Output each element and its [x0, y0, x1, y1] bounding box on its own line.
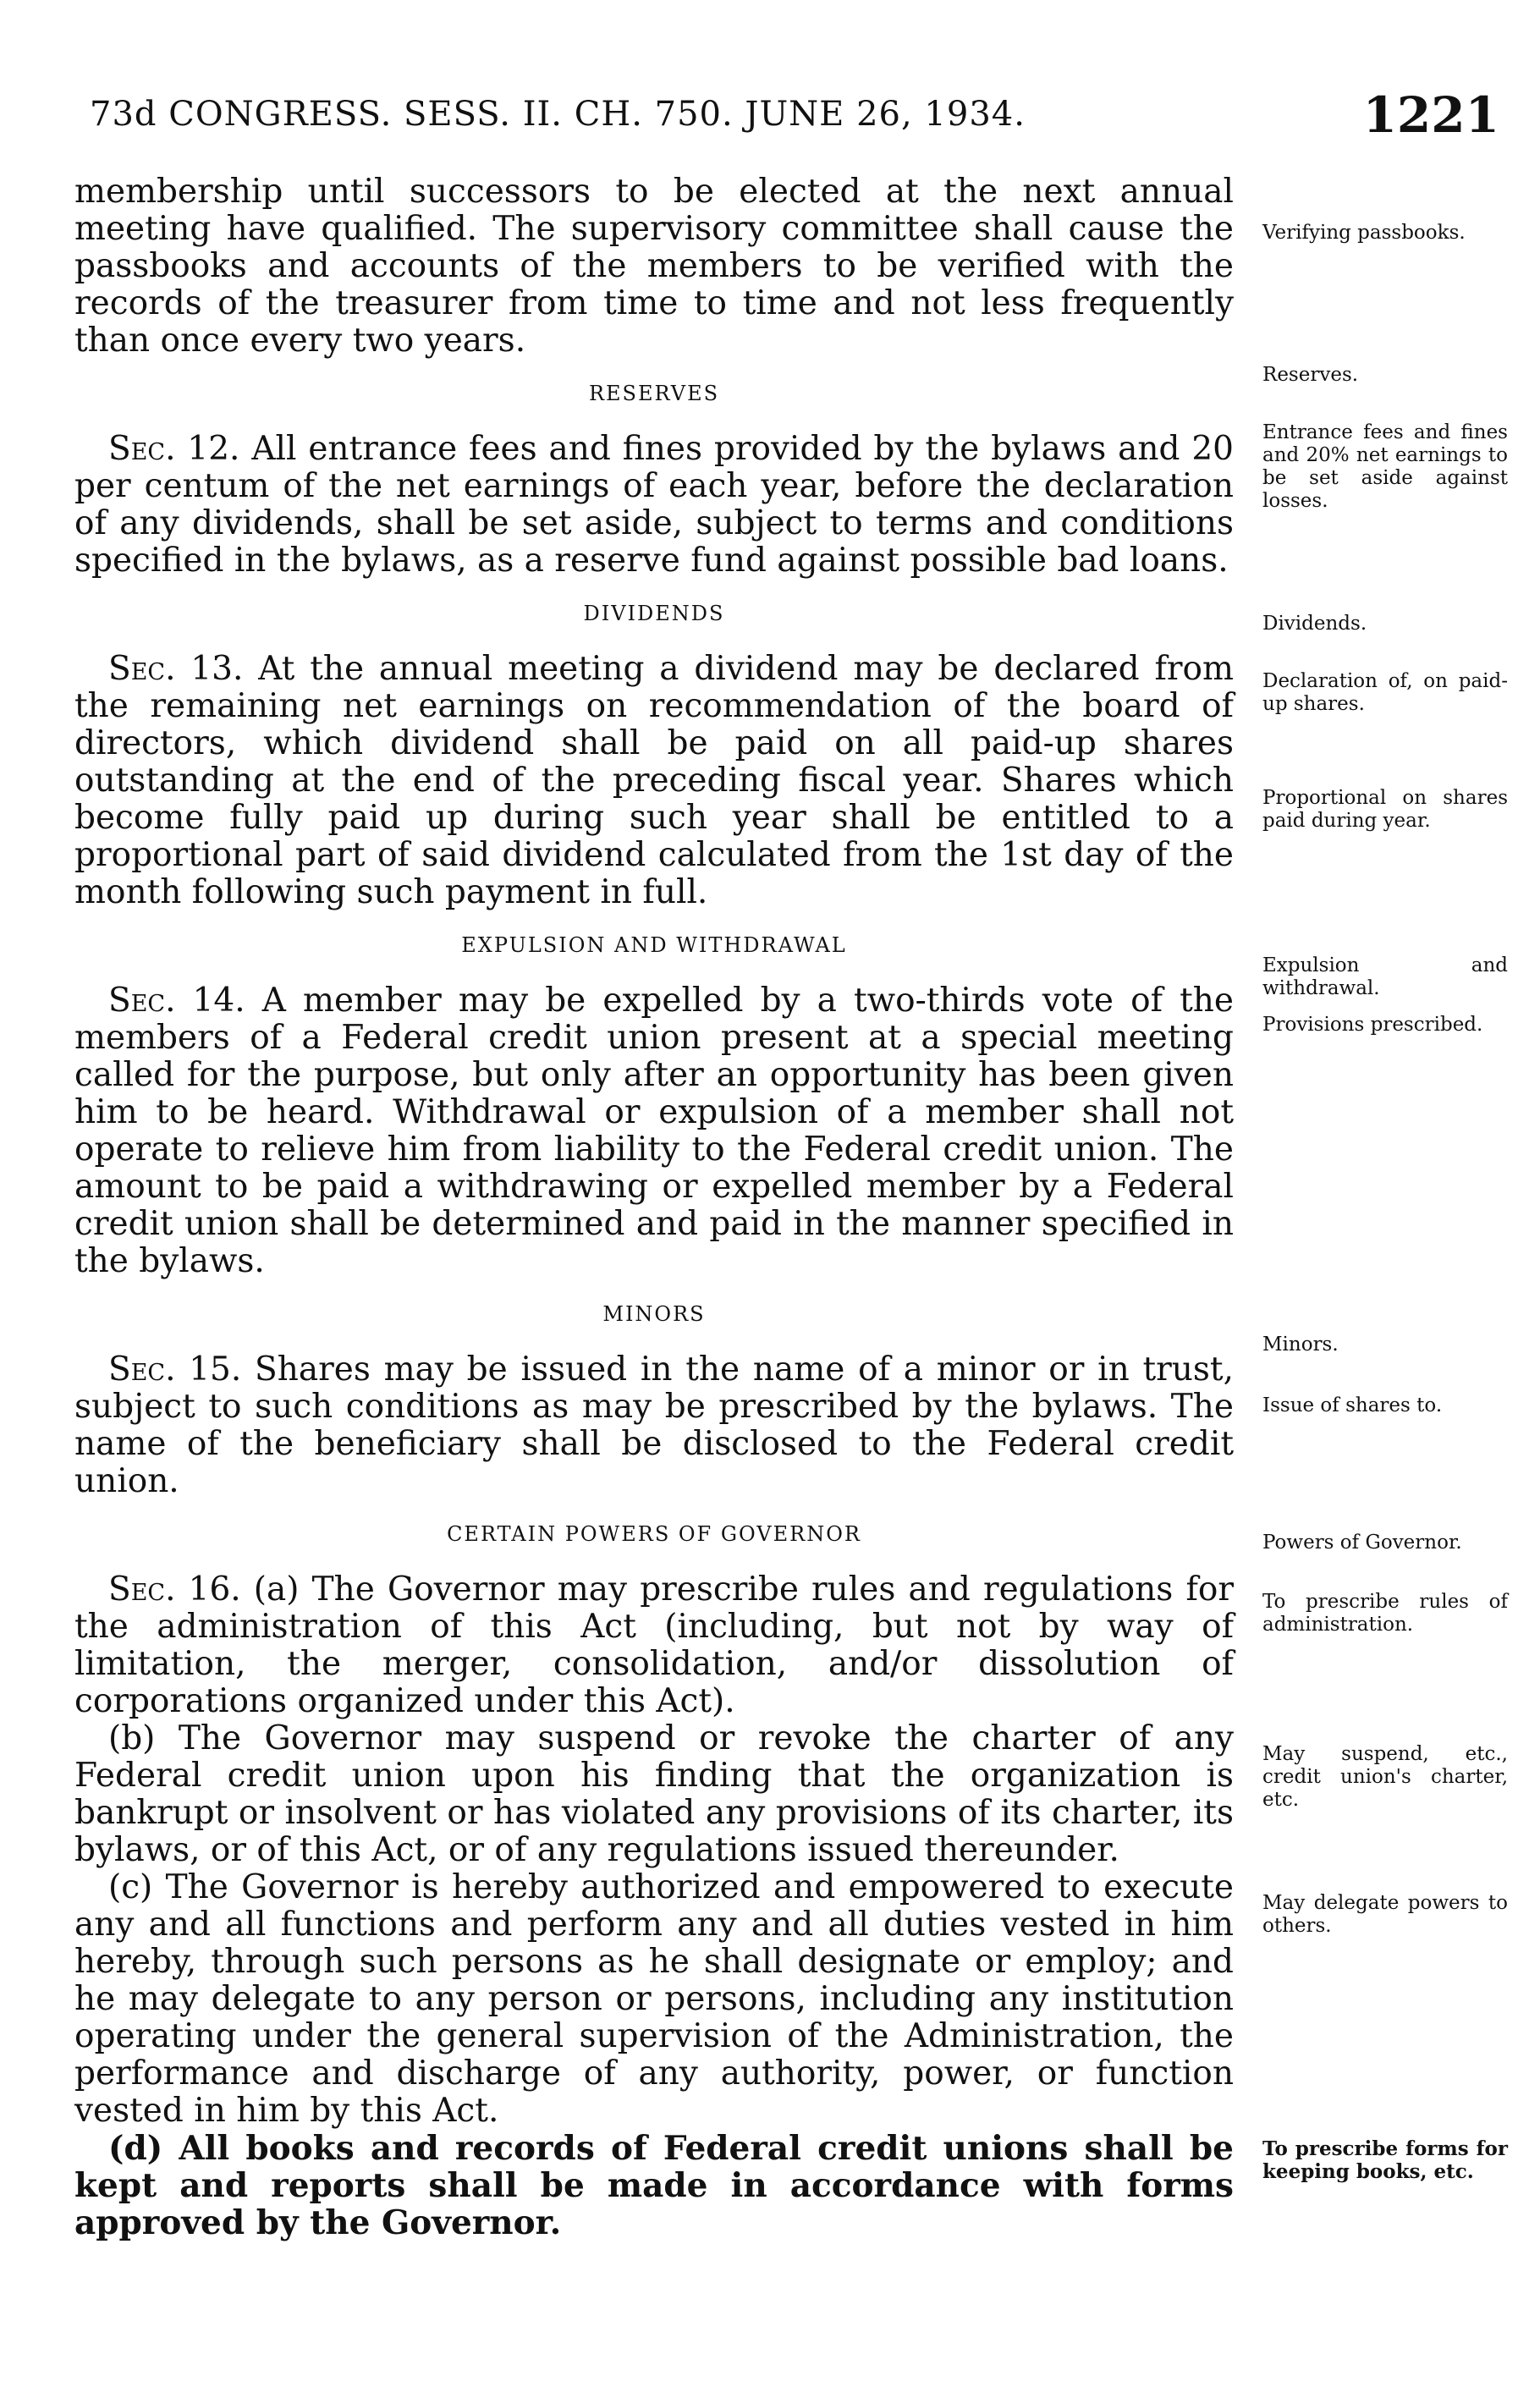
section-heading-reserves: RESERVES	[588, 382, 720, 405]
margin-note-proportional: Proportional on shares paid during year.	[1262, 787, 1508, 832]
margin-note-reserves: Reserves.	[1262, 364, 1359, 386]
margin-note-suspend: May suspend, etc., credit union's charter, etc.	[1262, 1743, 1508, 1811]
continuation-paragraph: membership until successors to be elected at the next annual meeting have qualified. The supervisory committee shall cause the passbooks and accounts of the members to be verified with the records of the treasurer from time to time and not less frequently than once every two years.	[74, 173, 1234, 360]
section-label: Sec. 14.	[108, 982, 245, 1020]
margin-note-forms: To prescribe forms for keeping books, etc.	[1262, 2137, 1508, 2183]
margin-note-dividends: Dividends.	[1262, 613, 1367, 635]
margin-note-prescribe-rules: To prescribe rules of administration.	[1262, 1591, 1508, 1636]
section-16d: (d) All books and records of Federal credit unions shall be kept and reports shall be made in accordance with forms approved by the Governor.	[74, 2129, 1234, 2242]
margin-note-delegate: May delegate powers to others.	[1262, 1892, 1508, 1937]
section-text: Shares may be issued in the name of a minor or in trust, subject to such conditions as may be prescribed by the bylaws. The name of the beneficiary shall be disclosed to the Federal credit union.	[74, 1350, 1234, 1500]
margin-note-declaration: Declaration of, on paid-up shares.	[1262, 670, 1508, 715]
margin-note-provisions: Provisions prescribed.	[1262, 1014, 1483, 1036]
section-16c: (c) The Governor is hereby authorized and empowered to execute any and all functions and perform any and all duties vested in him hereby, through such persons as he shall designate or employ; and he may delegate to any person or persons, including any institution operating under the general supervision of the Administration, the performance and discharge of any authority, power, or function vested in him by this Act.	[74, 1868, 1234, 2130]
margin-note-issue: Issue of shares to.	[1262, 1394, 1443, 1416]
section-text: All entrance fees and fines provided by the bylaws and 20 per centum of the net earnings of each year, before the declaration of any dividends, shall be set aside, subject to terms and conditions specified in the bylaws, as a reserve fund against possible bad loans.	[74, 430, 1234, 580]
section-label: Sec. 12.	[108, 430, 240, 468]
section-heading-expulsion: EXPULSION AND WITHDRAWAL	[461, 933, 847, 957]
section-label: Sec. 15.	[108, 1350, 242, 1389]
margin-note-powers: Powers of Governor.	[1262, 1532, 1462, 1554]
running-title: 73d CONGRESS. SESS. II. CH. 750. JUNE 26, 1934.	[90, 95, 1026, 134]
page-header	[78, 86, 1499, 146]
section-16b: (b) The Governor may suspend or revoke the charter of any Federal credit union upon his finding that the organization is bankrupt or insolvent or has violated any provisions of its charter, its bylaws, or of this Act, or of any regulations issued thereunder.	[74, 1719, 1234, 1869]
section-15	[74, 1351, 1234, 1500]
section-heading-governor: CERTAIN POWERS OF GOVERNOR	[447, 1522, 861, 1546]
section-13	[74, 651, 1234, 911]
section-12	[74, 431, 1234, 580]
section-text: A member may be expelled by a two-thirds vote of the members of a Federal credit union present at a special meeting called for the purpose, but only after an opportunity has been given him to be heard. Withdrawal or expulsion of a member shall not operate to relieve him from liability to the Federal credit union. The amount to be paid a withdrawing or expelled member by a Federal credit union shall be determined and paid in the manner specified in the bylaws.	[74, 982, 1234, 1280]
section-heading-minors: MINORS	[602, 1302, 706, 1326]
page-number: 1221	[1362, 86, 1499, 144]
section-heading-dividends: DIVIDENDS	[583, 602, 725, 625]
section-16a	[74, 1571, 1234, 1720]
margin-note-verifying: Verifying passbooks.	[1262, 222, 1466, 244]
margin-note-minors: Minors.	[1262, 1334, 1339, 1356]
section-label: Sec. 13.	[108, 650, 244, 688]
section-label: Sec. 16.	[108, 1570, 241, 1609]
main-text	[74, 173, 1234, 2241]
margin-note-expulsion: Expulsion and withdrawal.	[1262, 954, 1508, 999]
section-text: (a) The Governor may prescribe rules and regulations for the administration of this Act (including, but not by way of limitation, the merger, consolidation, and/or dissolution of corporations organized under this Act).	[74, 1570, 1234, 1720]
section-14	[74, 982, 1234, 1280]
margin-note-entrance: Entrance fees and fines and 20% net earnings to be set aside against losses.	[1262, 421, 1508, 512]
section-text: At the annual meeting a dividend may be declared from the remaining net earnings on recommendation of the board of directors, which dividend shall be paid on all paid-up shares outstanding at the end of the preceding fiscal year. Shares which become fully paid up during such year shall be entitled to a proportional part of said dividend calculated from the 1st day of the month following such payment in full.	[74, 650, 1234, 911]
